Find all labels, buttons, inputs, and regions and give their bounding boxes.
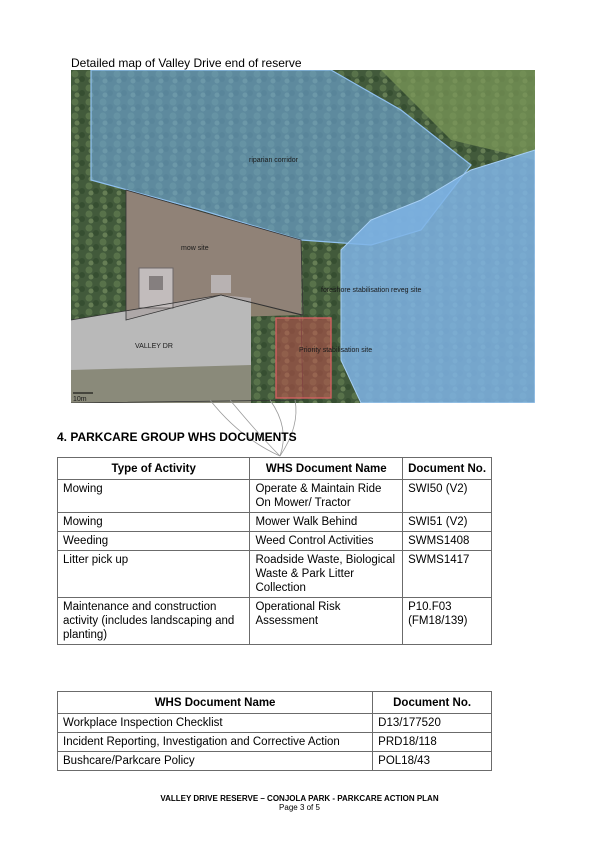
activity-cell: Weeding <box>58 532 250 551</box>
label-mow-site: mow site <box>181 245 209 252</box>
document-number-cell: SWMS1408 <box>403 532 492 551</box>
scale-label: 10m <box>73 396 87 403</box>
page-footer <box>0 794 599 812</box>
table-header-row <box>58 692 492 714</box>
document-number-cell: POL18/43 <box>373 752 492 771</box>
table-header-row <box>58 458 492 480</box>
section-heading: 4. PARKCARE GROUP WHS DOCUMENTS <box>57 430 297 444</box>
column-header: WHS Document Name <box>58 692 373 714</box>
documents-table <box>57 691 492 771</box>
document-name-cell: Roadside Waste, Biological Waste & Park Litter Collection <box>250 551 403 598</box>
activity-cell: Mowing <box>58 513 250 532</box>
table-row <box>58 480 492 513</box>
label-riparian-corridor: riparian corridor <box>249 157 299 164</box>
document-number-cell: SWI50 (V2) <box>403 480 492 513</box>
document-name-cell: Operational Risk Assessment <box>250 598 403 645</box>
table-row <box>58 714 492 733</box>
table-row <box>58 551 492 598</box>
document-number-cell: SWMS1417 <box>403 551 492 598</box>
priority-stabilisation-zone <box>276 318 331 398</box>
column-header: Type of Activity <box>58 458 250 480</box>
table-row <box>58 752 492 771</box>
activity-cell: Litter pick up <box>58 551 250 598</box>
label-valley-dr: VALLEY DR <box>135 343 173 350</box>
activity-cell: Maintenance and construction activity (includes landscaping and planting) <box>58 598 250 645</box>
table-row <box>58 598 492 645</box>
document-name-cell: Incident Reporting, Investigation and Corrective Action <box>58 733 373 752</box>
map-caption: Detailed map of Valley Drive end of reserve <box>71 56 302 70</box>
document-number-cell: PRD18/118 <box>373 733 492 752</box>
document-name-cell: Weed Control Activities <box>250 532 403 551</box>
table-row <box>58 733 492 752</box>
table-row <box>58 513 492 532</box>
table-row <box>58 532 492 551</box>
document-number-cell: P10.F03 (FM18/139) <box>403 598 492 645</box>
activities-table <box>57 457 492 645</box>
document-name-cell: Bushcare/Parkcare Policy <box>58 752 373 771</box>
footer-title: VALLEY DRIVE RESERVE – CONJOLA PARK - PARKCARE ACTION PLAN <box>160 794 439 803</box>
document-name-cell: Mower Walk Behind <box>250 513 403 532</box>
column-header: WHS Document Name <box>250 458 403 480</box>
activity-cell: Mowing <box>58 480 250 513</box>
column-header: Document No. <box>373 692 492 714</box>
label-foreshore: foreshore stabilisation reveg site <box>321 287 422 294</box>
document-name-cell: Operate & Maintain Ride On Mower/ Tractor <box>250 480 403 513</box>
document-name-cell: Workplace Inspection Checklist <box>58 714 373 733</box>
document-number-cell: SWI51 (V2) <box>403 513 492 532</box>
aerial-map <box>71 70 535 403</box>
page-number: Page 3 of 5 <box>279 803 320 812</box>
column-header: Document No. <box>403 458 492 480</box>
label-priority-site: Priority stabilisation site <box>299 347 373 354</box>
map-callout-lines <box>200 398 310 460</box>
document-number-cell: D13/177520 <box>373 714 492 733</box>
